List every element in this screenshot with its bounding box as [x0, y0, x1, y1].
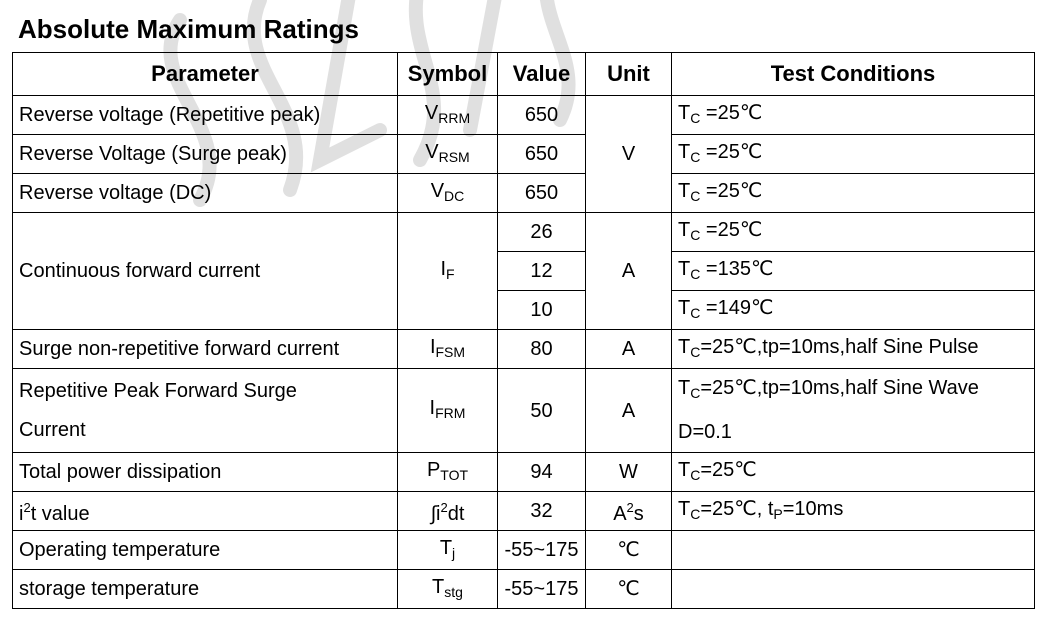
- condition-cell: [672, 291, 1035, 330]
- header-value: Value: [498, 53, 586, 96]
- cond-sub: C: [690, 226, 701, 243]
- table-row: [13, 174, 1035, 213]
- value-cell: 94: [498, 453, 586, 492]
- symbol-cell: [398, 453, 498, 492]
- cond-main: T: [678, 179, 691, 202]
- symbol-cell: [398, 213, 498, 330]
- unit-sup: 2: [626, 500, 634, 515]
- condition-cell: [672, 96, 1035, 135]
- param-cell: [13, 492, 398, 531]
- symbol-sub: RSM: [438, 148, 470, 165]
- header-conditions: Test Conditions: [672, 53, 1035, 96]
- symbol-cell: [398, 135, 498, 174]
- condition-cell: [672, 453, 1035, 492]
- symbol-cell: [398, 330, 498, 369]
- table-row: [13, 570, 1035, 609]
- param-cell: Reverse Voltage (Surge peak): [13, 135, 398, 174]
- table-row: [13, 453, 1035, 492]
- condition-cell: [672, 531, 1035, 570]
- param-line-2: Current: [19, 418, 86, 441]
- param-cell: [13, 369, 398, 453]
- unit-cell: W: [586, 453, 672, 492]
- unit-cell: A: [586, 369, 672, 453]
- value-cell: 26: [498, 213, 586, 252]
- cond-rest: =149℃: [700, 296, 774, 319]
- param-cell: Total power dissipation: [13, 453, 398, 492]
- symbol-main: I: [429, 335, 436, 358]
- param-cell: Reverse voltage (DC): [13, 174, 398, 213]
- symbol-sup: 2: [440, 500, 448, 515]
- unit-cell: A: [586, 330, 672, 369]
- value-cell: 650: [498, 135, 586, 174]
- condition-cell: [672, 369, 1035, 453]
- cond-main: T: [678, 101, 691, 124]
- value-cell: -55~175: [498, 570, 586, 609]
- table-row: [13, 369, 1035, 453]
- cond-main: T: [678, 458, 691, 481]
- unit-cell: A: [586, 213, 672, 330]
- unit-post: s: [633, 503, 644, 525]
- param-cell: Surge non-repetitive forward current: [13, 330, 398, 369]
- cond-main: T: [678, 497, 691, 520]
- cond-main: T: [678, 140, 691, 163]
- value-cell: 32: [498, 492, 586, 531]
- symbol-pre: ∫i: [430, 503, 441, 525]
- table-row: [13, 492, 1035, 531]
- cond-sub: C: [690, 109, 701, 126]
- cond-main: T: [678, 257, 691, 280]
- symbol-post: dt: [447, 503, 465, 525]
- value-cell: -55~175: [498, 531, 586, 570]
- value-cell: 12: [498, 252, 586, 291]
- cond-sub: C: [690, 385, 701, 401]
- table-row: [13, 330, 1035, 369]
- condition-cell: [672, 174, 1035, 213]
- value-cell: 650: [498, 174, 586, 213]
- symbol-main: I: [440, 257, 446, 280]
- cond-rest: =25℃: [700, 101, 763, 124]
- value-cell: 650: [498, 96, 586, 135]
- symbol-cell: [398, 570, 498, 609]
- unit-cell: [586, 492, 672, 531]
- table-row: [13, 531, 1035, 570]
- param-cell: Operating temperature: [13, 531, 398, 570]
- unit-main: A: [613, 503, 627, 525]
- condition-cell: [672, 252, 1035, 291]
- table-row: [13, 213, 1035, 252]
- symbol-main: T: [432, 575, 445, 598]
- cond-rest: =10ms: [782, 497, 844, 520]
- symbol-sub: F: [446, 265, 455, 282]
- cond-rest: =25℃: [700, 458, 757, 481]
- cond-rest: =25℃: [700, 218, 763, 241]
- value-cell: 80: [498, 330, 586, 369]
- value-cell: 50: [498, 369, 586, 453]
- header-symbol: Symbol: [398, 53, 498, 96]
- param-post: t value: [30, 503, 90, 525]
- cond-rest: =25℃: [700, 140, 763, 163]
- symbol-cell: [398, 369, 498, 453]
- cond-main: T: [678, 296, 691, 319]
- cond-main: T: [678, 377, 691, 399]
- ratings-table: [12, 52, 1035, 609]
- symbol-main: T: [439, 536, 453, 559]
- param-cell: storage temperature: [13, 570, 398, 609]
- condition-cell: [672, 330, 1035, 369]
- cond-line-2: D=0.1: [678, 421, 732, 443]
- cond-sub: C: [690, 343, 701, 360]
- symbol-sub: FRM: [435, 405, 466, 421]
- header-row: [13, 53, 1035, 96]
- symbol-cell: [398, 96, 498, 135]
- cond-rest: =25℃,tp=10ms,half Sine Pulse: [700, 335, 979, 358]
- cond-sub-2: P: [773, 505, 783, 522]
- symbol-sub: stg: [444, 583, 463, 600]
- table-row: [13, 135, 1035, 174]
- header-parameter: Parameter: [13, 53, 398, 96]
- value-cell: 10: [498, 291, 586, 330]
- condition-cell: [672, 135, 1035, 174]
- param-cell: Reverse voltage (Repetitive peak): [13, 96, 398, 135]
- symbol-main: V: [430, 179, 445, 202]
- symbol-sub: j: [452, 544, 456, 561]
- cond-main: T: [678, 218, 691, 241]
- unit-cell: V: [586, 96, 672, 213]
- cond-rest: =25℃: [700, 179, 763, 202]
- symbol-main: I: [429, 397, 436, 419]
- symbol-sub: RRM: [438, 109, 471, 126]
- cond-sub: C: [690, 505, 701, 522]
- cond-sub: C: [690, 466, 701, 483]
- cond-sub: C: [690, 187, 701, 204]
- cond-mid: =25℃, t: [700, 497, 774, 520]
- param-sup: 2: [23, 500, 31, 515]
- cond-rest: =135℃: [700, 257, 774, 280]
- condition-cell: [672, 492, 1035, 531]
- symbol-cell: [398, 174, 498, 213]
- condition-cell: [672, 213, 1035, 252]
- symbol-main: V: [425, 140, 439, 163]
- unit-cell: ℃: [586, 531, 672, 570]
- unit-cell: ℃: [586, 570, 672, 609]
- param-cell: Continuous forward current: [13, 213, 398, 330]
- symbol-sub: DC: [444, 187, 465, 204]
- symbol-cell: [398, 492, 498, 531]
- symbol-sub: TOT: [440, 466, 469, 483]
- cond-sub: C: [690, 148, 701, 165]
- symbol-cell: [398, 531, 498, 570]
- cond-main: T: [678, 335, 691, 358]
- symbol-main: V: [424, 101, 439, 124]
- condition-cell: [672, 570, 1035, 609]
- symbol-main: P: [426, 458, 441, 481]
- cond-sub: C: [690, 265, 701, 282]
- cond-sub: C: [690, 304, 701, 321]
- table-row: [13, 96, 1035, 135]
- param-pre: i: [19, 503, 24, 525]
- cond-rest: =25℃,tp=10ms,half Sine Wave: [700, 377, 979, 399]
- header-unit: Unit: [586, 53, 672, 96]
- section-title: Absolute Maximum Ratings: [18, 14, 359, 44]
- symbol-sub: FSM: [435, 343, 466, 360]
- param-line-1: Repetitive Peak Forward Surge: [19, 379, 297, 402]
